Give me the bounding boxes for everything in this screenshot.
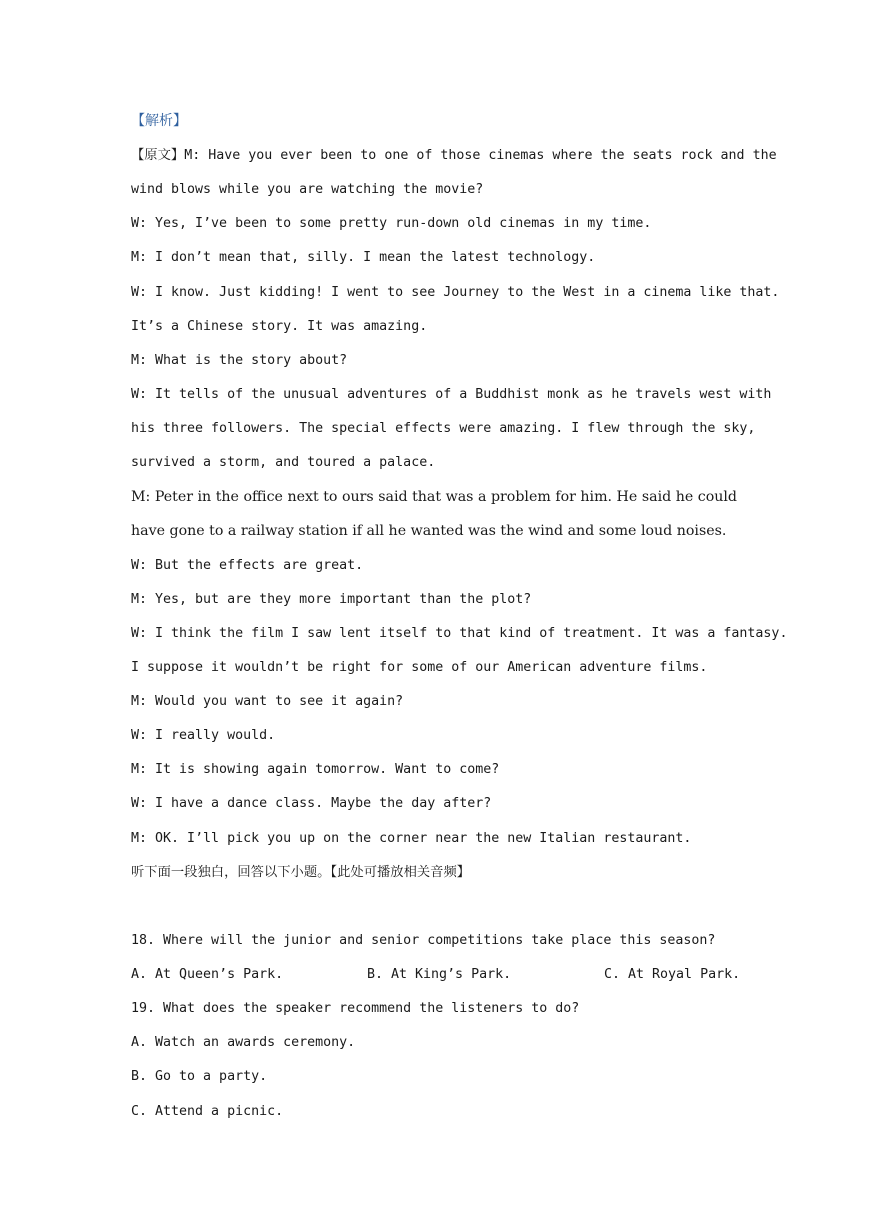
transcript-line-15: W: I think the film I saw lent itself to that kind of treatment. It was a fantasy. (131, 626, 788, 641)
transcript-line-1: 【原文】M: Have you ever been to one of those cinemas where the seats rock and the (131, 148, 777, 163)
transcript-line-16: I suppose it wouldn’t be right for some of our American adventure films. (131, 660, 708, 675)
listening-instruction: 听下面一段独白，回答以下小题。【此处可播放相关音频】 (131, 865, 471, 880)
transcript-line-7: M: What is the story about? (131, 353, 348, 368)
transcript-line-3: W: Yes, I’ve been to some pretty run-down old cinemas in my time. (131, 216, 652, 231)
transcript-line-6: It’s a Chinese story. It was amazing. (131, 319, 428, 334)
question-18-option-c: C. At Royal Park. (604, 967, 741, 982)
question-19-option-b: B. Go to a party. (131, 1069, 268, 1084)
transcript-line-2: wind blows while you are watching the movie? (131, 182, 484, 197)
transcript-label: 【原文】 (131, 148, 185, 163)
transcript-line-5: W: I know. Just kidding! I went to see Journey to the West in a cinema like that. (131, 285, 780, 300)
transcript-line-9: his three followers. The special effects were amazing. I flew through the sky, (131, 421, 756, 436)
transcript-line-12: have gone to a railway station if all he wanted was the wind and some loud noises. (131, 523, 727, 539)
transcript-line-10: survived a storm, and toured a palace. (131, 455, 436, 470)
transcript-line-18: W: I really would. (131, 728, 276, 743)
transcript-line-8: W: It tells of the unusual adventures of a Buddhist monk as he travels west with (131, 387, 772, 402)
transcript-line-11: M: Peter in the office next to ours said that was a problem for him. He said he could (131, 489, 737, 505)
question-18-stem: 18. Where will the junior and senior competitions take place this season? (131, 933, 716, 948)
question-18-option-b: B. At King’s Park. (367, 967, 512, 982)
transcript-line-17: M: Would you want to see it again? (131, 694, 404, 709)
transcript-line-13: W: But the effects are great. (131, 558, 364, 573)
transcript-line-4: M: I don’t mean that, silly. I mean the latest technology. (131, 250, 596, 265)
transcript-line-14: M: Yes, but are they more important than the plot? (131, 592, 532, 607)
transcript-line-19: M: It is showing again tomorrow. Want to come? (131, 762, 500, 777)
transcript-line-20: W: I have a dance class. Maybe the day after? (131, 796, 492, 811)
question-19-option-c: C. Attend a picnic. (131, 1104, 284, 1119)
question-18-option-a: A. At Queen’s Park. (131, 967, 284, 982)
transcript-line-21: M: OK. I’ll pick you up on the corner near the new Italian restaurant. (131, 831, 692, 846)
section-heading: 【解析】 (131, 113, 187, 129)
question-19-stem: 19. What does the speaker recommend the listeners to do? (131, 1001, 580, 1016)
question-19-option-a: A. Watch an awards ceremony. (131, 1035, 356, 1050)
